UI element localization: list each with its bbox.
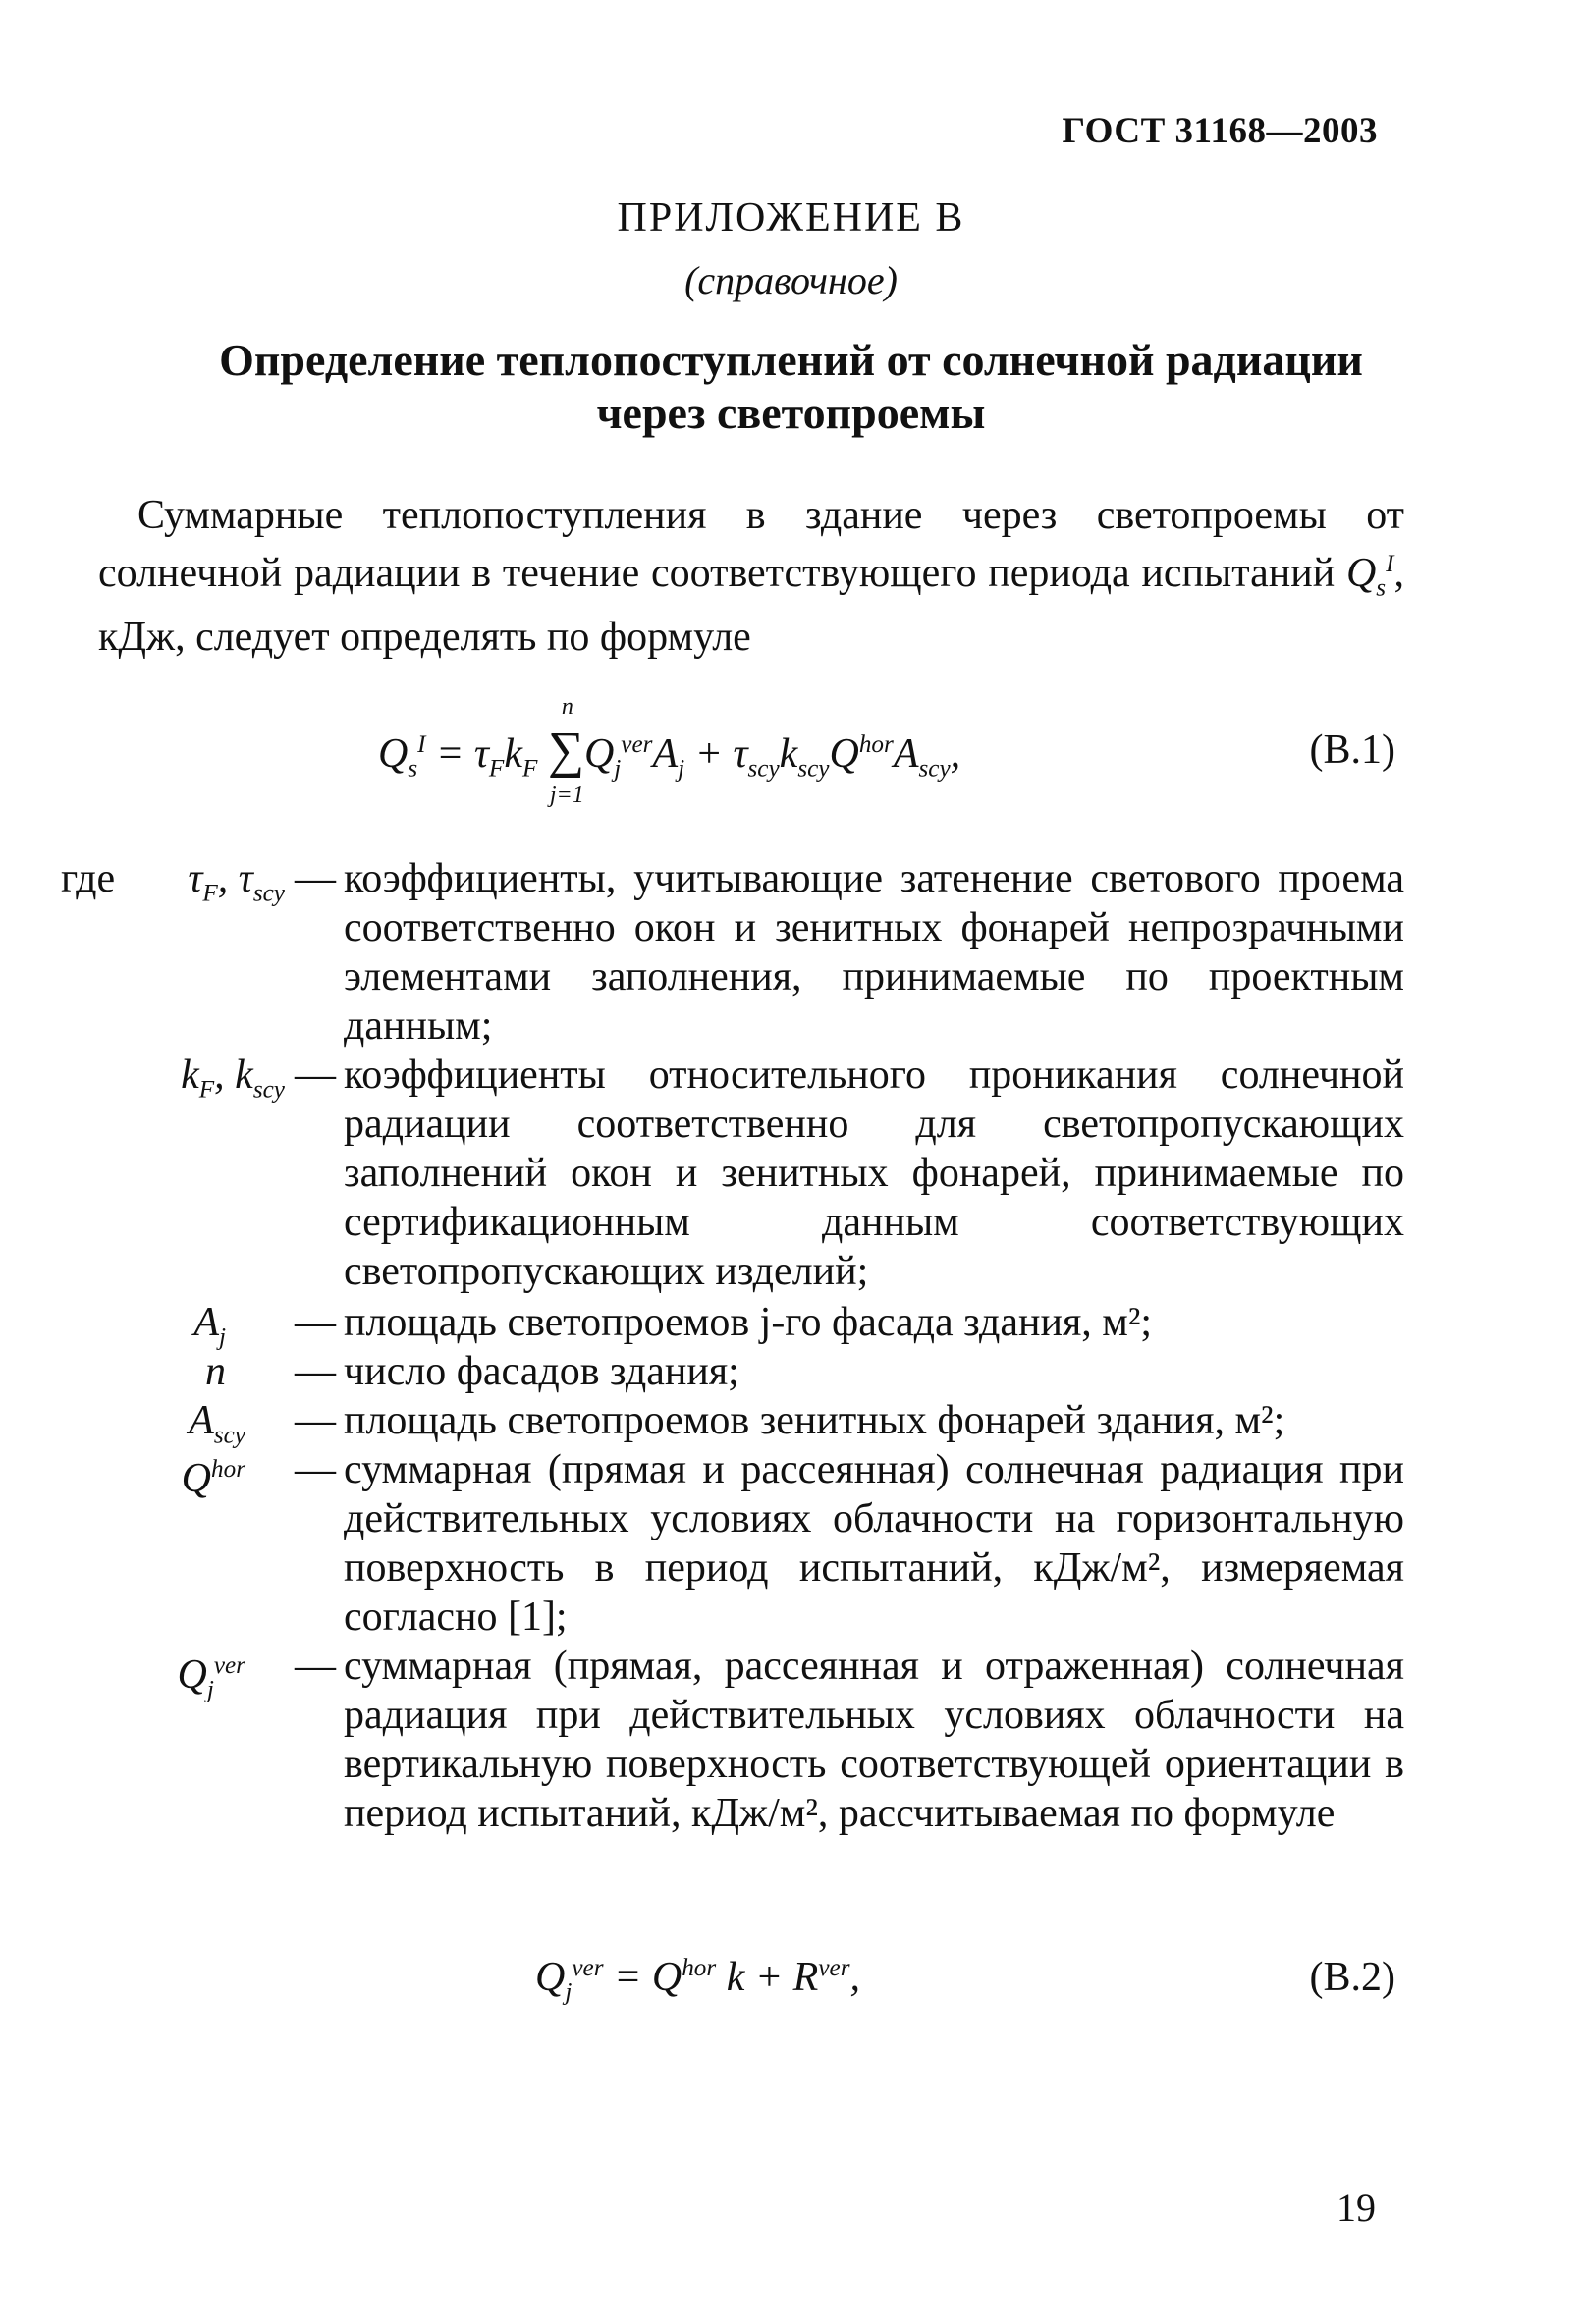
- annex-title: ПРИЛОЖЕНИЕ В: [617, 195, 965, 241]
- where-word: где: [61, 856, 116, 901]
- def-symbol-k: $k_F$, $k_{scy}$: [181, 1053, 285, 1104]
- formula-b2: $Q_j^{ver} = Q^{hor}$ $k + R^{ver}$,: [535, 1955, 861, 2006]
- def-symbol-n: n: [205, 1349, 226, 1394]
- formula-b1: $Q_s^I = \tau_Fk_F$ ∑ n j=1 $Q_j^{ver}A_j + \tau_{scy}k_{scy}Q^{hor}A_{scy}$,: [378, 694, 961, 808]
- def-text-qhor: суммарная (прямая и рассеянная) солнечная радиация при действительных условиях облачности на горизонтальную поверхность в период испытаний, кДж/м², измеряемая согласно [1];: [344, 1447, 1404, 1640]
- sum-upper-limit: n: [561, 694, 573, 720]
- heading-line-2: через светопроемы: [596, 388, 986, 438]
- def-text-k: коэффициенты относительного проникания солнечной радиации соответственно для светопропускающих заполнений окон и зенитных фонарей, принимаемые по сертификационным данным соответствующих светопропускающих изделий;: [344, 1053, 1404, 1294]
- def-symbol-tau: $\tau_F$, $\tau_{scy}$: [188, 856, 285, 907]
- sum-lower-limit: j=1: [549, 783, 584, 808]
- section-heading: [0, 334, 1582, 440]
- heading-line-1: Определение теплопоступлений от солнечной радиации: [219, 335, 1363, 385]
- def-symbol-qhor: $Q^{hor}$: [181, 1456, 245, 1501]
- def-symbol-aj: $A_j$: [193, 1300, 226, 1351]
- def-symbol-ascy: $A_{scy}$: [189, 1398, 245, 1449]
- sum-sign: ∑ n j=1: [547, 694, 584, 808]
- intro-text-after: , кДж, следует определять по формуле: [98, 551, 1404, 661]
- def-text-n: число фасадов здания;: [344, 1349, 739, 1394]
- def-dash: —: [295, 1053, 336, 1098]
- def-text-ascy: площадь светопроемов зенитных фонарей здания, м²;: [344, 1398, 1285, 1443]
- def-dash: —: [295, 1644, 336, 1689]
- def-dash: —: [295, 1398, 336, 1443]
- formula-b1-lhs: $Q_s^I$: [378, 731, 426, 783]
- def-dash: —: [295, 856, 336, 901]
- intro-symbol: $Q_s^I$: [1345, 551, 1394, 602]
- def-text-aj: площадь светопроемов j-го фасада здания, м²;: [344, 1300, 1153, 1345]
- standard-number: ГОСТ 31168—2003: [1062, 111, 1378, 151]
- formula-b1-eq: = τ: [425, 731, 489, 777]
- def-dash: —: [295, 1349, 336, 1394]
- intro-paragraph: [98, 491, 1404, 662]
- def-symbol-qver: $Q_j^{ver}$: [177, 1652, 245, 1703]
- annex-status: (справочное): [684, 258, 898, 302]
- def-dash: —: [295, 1300, 336, 1345]
- intro-text-before: Суммарные теплопоступления в здание через светопроемы от солнечной радиации в течение соответствующего периода испытаний: [98, 493, 1404, 596]
- formula-b1-number: (В.1): [1309, 728, 1395, 773]
- def-text-tau: коэффициенты, учитывающие затенение светового проема соответственно окон и зенитных фонарей непрозрачными элементами заполнения, принимаемые по проектным данным;: [344, 856, 1404, 1049]
- def-text-qver: суммарная (прямая, рассеянная и отраженная) солнечная радиация при действительных условиях облачности на вертикальную поверхность соответствующей ориентации в период испытаний, кДж/м², рассчитываемая по формуле: [344, 1644, 1404, 1836]
- page-number: 19: [1337, 2186, 1376, 2230]
- formula-b2-number: (В.2): [1309, 1955, 1395, 2000]
- def-dash: —: [295, 1447, 336, 1492]
